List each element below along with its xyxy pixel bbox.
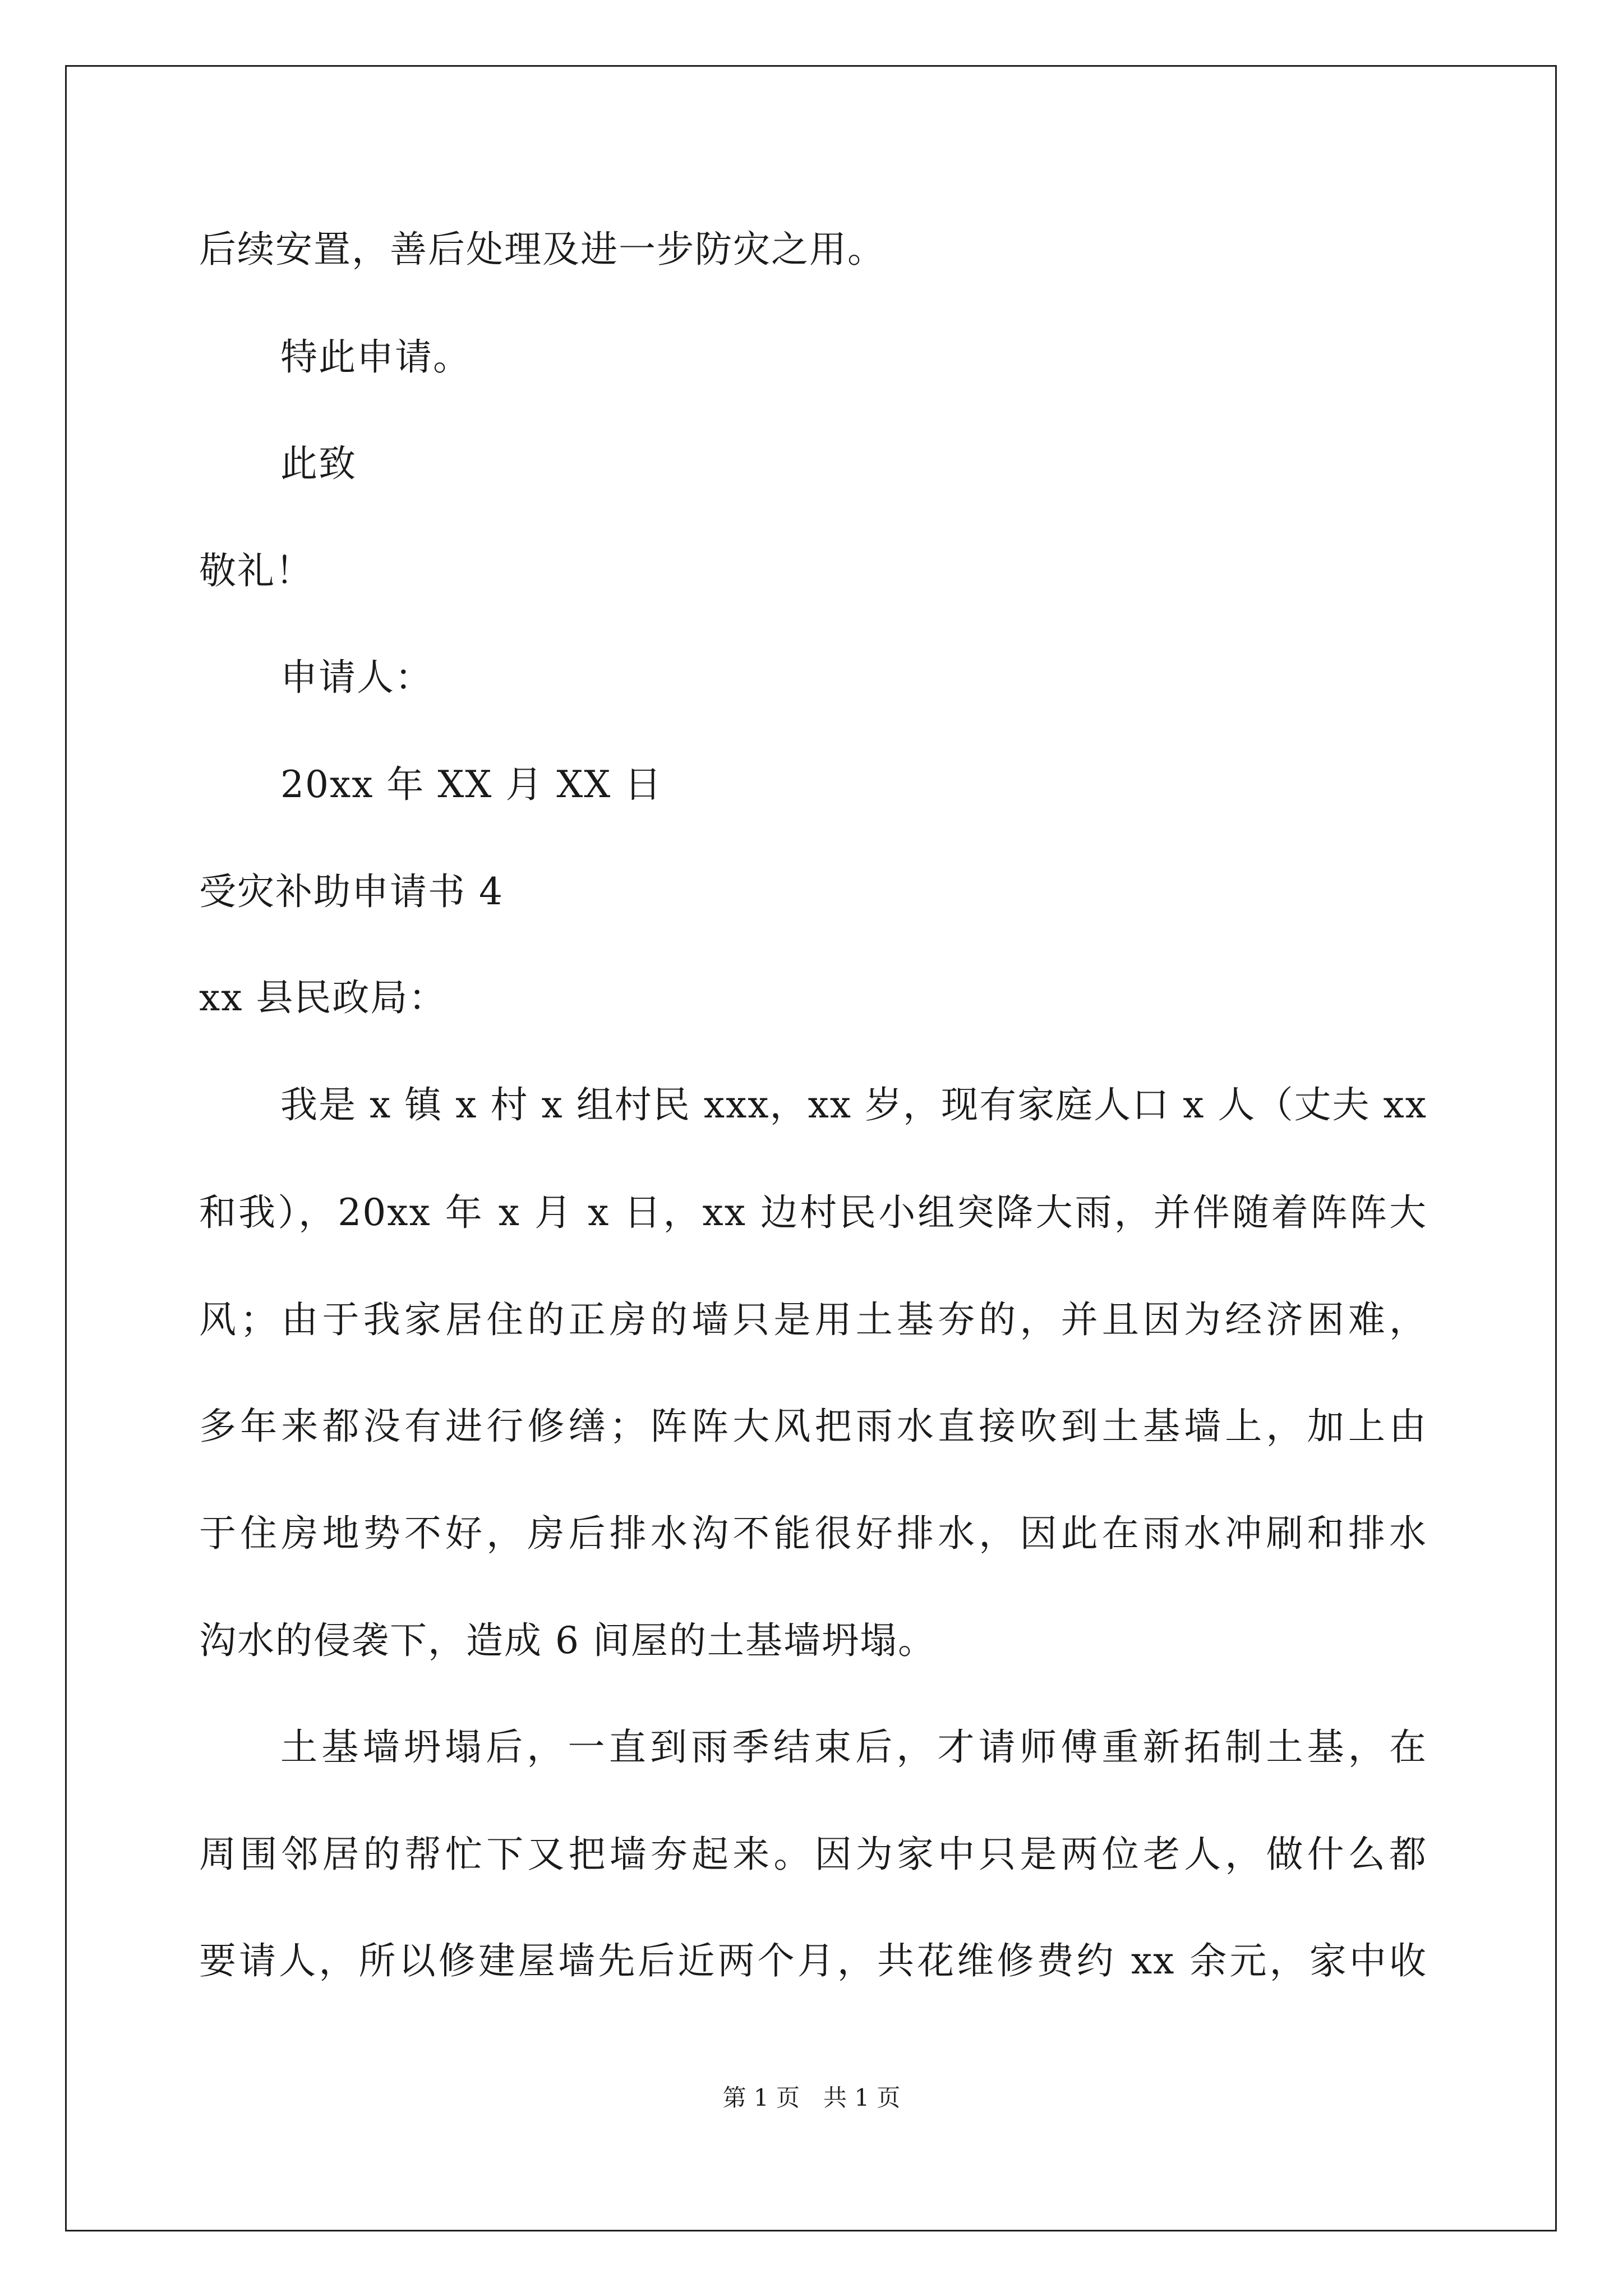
page-footer: 第 1 页 共 1 页	[722, 2084, 901, 2111]
page-border	[65, 65, 1557, 2231]
text-line: 风；由于我家居住的正房的墙只是用土基夯的，并且因为经济困难，	[199, 1298, 1427, 1341]
text-line: 申请人：	[280, 656, 433, 699]
text-line: 特此申请。	[280, 335, 471, 379]
addressee-line: xx 县民政局：	[199, 976, 447, 1019]
text-line: 沟水的侵袭下，造成 6 间屋的土基墙坍塌。	[199, 1619, 936, 1662]
date-line: 20xx 年 XX 月 XX 日	[280, 763, 663, 806]
text-line: 此致	[280, 442, 357, 485]
text-line: 要请人，所以修建屋墙先后近两个月，共花维修费约 xx 余元，家中收	[199, 1939, 1427, 1982]
text-line: 于住房地势不好，房后排水沟不能很好排水，因此在雨水冲刷和排水	[199, 1512, 1427, 1555]
text-line: 土基墙坍塌后，一直到雨季结束后，才请师傅重新拓制土基，在	[280, 1726, 1427, 1769]
text-line: 多年来都没有进行修缮；阵阵大风把雨水直接吹到土基墙上，加上由	[199, 1405, 1427, 1448]
text-line: 我是 x 镇 x 村 x 组村民 xxx，xx 岁，现有家庭人口 x 人（丈夫 xx	[280, 1083, 1427, 1126]
text-line: 和我），20xx 年 x 月 x 日，xx 边村民小组突降大雨，并伴随着阵阵大	[199, 1191, 1427, 1234]
section-heading: 受灾补助申请书 4	[199, 870, 504, 913]
text-line: 敬礼！	[199, 549, 313, 592]
text-line: 后续安置，善后处理及进一步防灾之用。	[199, 228, 886, 271]
text-line: 周围邻居的帮忙下又把墙夯起来。因为家中只是两位老人，做什么都	[199, 1833, 1427, 1876]
